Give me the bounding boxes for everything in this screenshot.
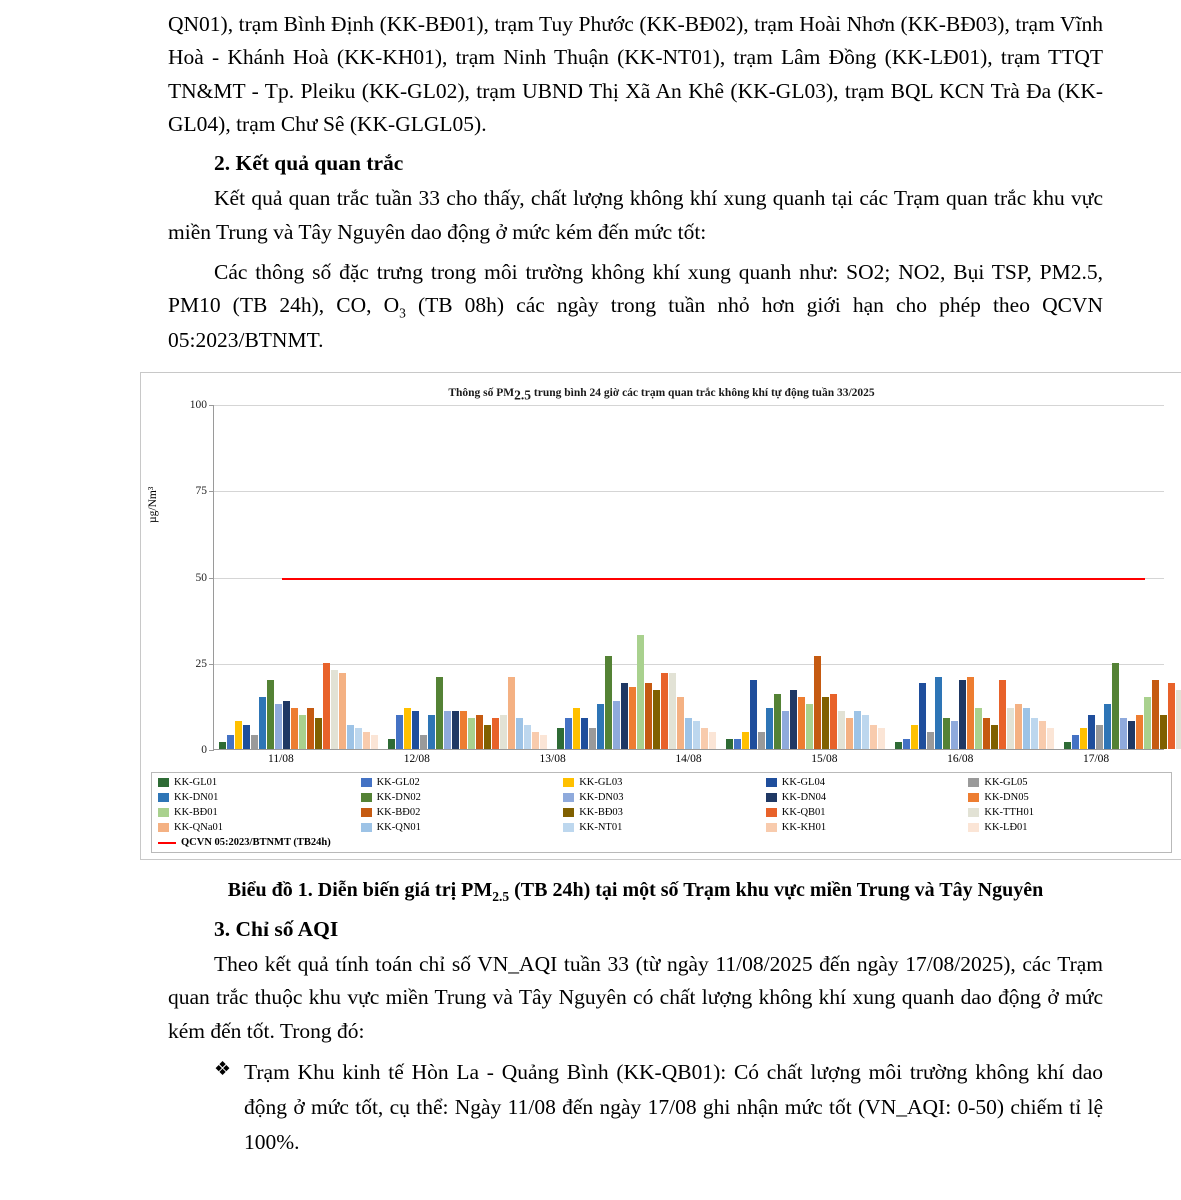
- heading-chi-so-aqi: 3. Chỉ số AQI: [214, 916, 339, 941]
- chart-bar: [959, 680, 966, 749]
- chart-bar: [677, 697, 684, 749]
- chart-x-axis: [213, 750, 1164, 770]
- chart-legend-label: KK-KH01: [781, 822, 827, 834]
- chart-bar: [1120, 718, 1127, 749]
- chart-bar: [315, 718, 322, 749]
- chart-y-tick-label: 100: [189, 399, 207, 412]
- chart-legend-item: [361, 822, 558, 833]
- chart-legend-label: KK-BĐ03: [579, 807, 623, 819]
- chart-bar: [782, 711, 789, 749]
- chart-y-tick-label: 50: [195, 571, 207, 584]
- chart-bar: [1064, 742, 1071, 749]
- chart-bar: [1168, 683, 1175, 749]
- chart-bar: [1047, 728, 1054, 749]
- chart-legend: [151, 772, 1172, 853]
- chart-bar: [935, 677, 942, 749]
- chart-legend-item: [968, 777, 1165, 788]
- paragraph-parameters-part1: Các thông số đặc trưng trong môi trường không khí xung quanh như: SO2; NO2, Bụi TSP, PM2.5, PM10 (TB 24h), CO, O: [168, 259, 1103, 318]
- chart-title-part2: trung bình 24 giờ các trạm quan trắc không khí tự động tuần 33/2025: [531, 386, 875, 399]
- chart-legend-swatch: [563, 823, 574, 832]
- chart-bar: [468, 718, 475, 749]
- chart-bar: [758, 732, 765, 749]
- chart-bar: [903, 739, 910, 749]
- chart-bar-groups: [214, 405, 1164, 749]
- chart-legend-label: KK-GL01: [174, 777, 218, 789]
- chart-legend-swatch: [361, 793, 372, 802]
- figure-caption-subscript: 2.5: [492, 889, 510, 905]
- chart-x-tick-label: 13/08: [539, 753, 566, 766]
- chart-bar: [774, 694, 781, 749]
- chart-legend-label: KK-QN01: [376, 822, 421, 834]
- chart-bar: [412, 711, 419, 749]
- chart-legend-item: [968, 822, 1165, 833]
- chart-x-tick-label: 12/08: [403, 753, 430, 766]
- chart-bar-group: [890, 405, 1059, 749]
- chart-x-tick-label: 16/08: [947, 753, 974, 766]
- chart-title: [151, 387, 1172, 403]
- chart-bar: [1080, 728, 1087, 749]
- chart-bar: [830, 694, 837, 749]
- chart-legend-label: KK-QNa01: [174, 822, 223, 834]
- chart-legend-swatch: [766, 793, 777, 802]
- chart-bar: [895, 742, 902, 749]
- chart-bar: [452, 711, 459, 749]
- chart-legend-swatch: [766, 778, 777, 787]
- chart-bar: [444, 711, 451, 749]
- chart-bar: [838, 711, 845, 749]
- chart-legend-swatch: [158, 793, 169, 802]
- chart-bar: [1152, 680, 1159, 749]
- chart-title-subscript: 2.5: [514, 387, 532, 403]
- chart-legend-label: KK-DN01: [174, 792, 219, 804]
- chart-bar: [323, 663, 330, 749]
- chart-legend-swatch: [563, 808, 574, 817]
- chart-bar: [798, 697, 805, 749]
- chart-legend-threshold-label: QCVN 05:2023/BTNMT (TB24h): [181, 837, 331, 849]
- paragraph-station-list: QN01), trạm Bình Định (KK-BĐ01), trạm Tuy Phước (KK-BĐ02), trạm Hoài Nhơn (KK-BĐ03), trạm Vĩnh Hoà - Khánh Hoà (KK-KH01), trạm Ninh Thuận (KK-NT01), trạm Lâm Đồng (KK-LĐ01), trạm TTQT TN&MT - Tp. Pleiku (KK-GL02), trạm UBND Thị Xã An Khê (KK-GL03), trạm BQL KCN Trà Đa (KK-GL04), trạm Chư Sê (KK-GLGL05).: [168, 12, 1103, 136]
- chart-legend-item: [766, 777, 963, 788]
- chart-bar: [524, 725, 531, 749]
- chart-bar: [1160, 715, 1167, 750]
- chart-legend-label: KK-NT01: [579, 822, 623, 834]
- chart-legend-swatch: [563, 778, 574, 787]
- chart-bar: [693, 721, 700, 749]
- chart-bar: [331, 670, 338, 749]
- chart-bar: [999, 680, 1006, 749]
- chart-bar: [983, 718, 990, 749]
- chart-legend-item: [766, 792, 963, 803]
- chart-legend-label: KK-GL05: [984, 777, 1028, 789]
- chart-bar: [854, 711, 861, 749]
- chart-bar: [975, 708, 982, 749]
- chart-legend-swatch: [968, 778, 979, 787]
- chart-bar: [645, 683, 652, 749]
- chart-bar: [653, 690, 660, 749]
- chart-legend-label: KK-TTH01: [984, 807, 1034, 819]
- chart-bar-group: [552, 405, 721, 749]
- chart-bar: [1023, 708, 1030, 749]
- chart-bar: [701, 728, 708, 749]
- paragraph-parameters: [168, 256, 1103, 358]
- chart-bar: [814, 656, 821, 749]
- chart-bar: [597, 704, 604, 749]
- chart-bar: [878, 728, 885, 749]
- chart-bar: [363, 732, 370, 749]
- chart-bar: [790, 690, 797, 749]
- chart-legend-swatch: [158, 778, 169, 787]
- chart-bar: [581, 718, 588, 749]
- chart-bar: [637, 635, 644, 749]
- chart-x-tick-label: 11/08: [268, 753, 294, 766]
- chart-legend-item: [158, 792, 355, 803]
- chart-bar: [339, 673, 346, 749]
- chart-bar: [951, 721, 958, 749]
- chart-bar: [991, 725, 998, 749]
- chart-bar: [870, 725, 877, 749]
- chart-bar: [669, 673, 676, 749]
- chart-legend-label: KK-GL02: [376, 777, 420, 789]
- chart-legend-item: [766, 807, 963, 818]
- chart-bar: [734, 739, 741, 749]
- chart-legend-label: KK-DN04: [781, 792, 827, 804]
- chart-legend-swatch: [158, 808, 169, 817]
- chart-bar: [742, 732, 749, 749]
- chart-legend-swatch: [968, 793, 979, 802]
- chart-bar: [307, 708, 314, 749]
- chart-legend-label: KK-LĐ01: [984, 822, 1028, 834]
- chart-bar: [1176, 690, 1181, 749]
- chart-bar: [500, 715, 507, 750]
- chart-bar: [251, 735, 258, 749]
- chart-y-axis-label: [147, 486, 159, 522]
- chart-bar: [621, 683, 628, 749]
- chart-bar: [355, 728, 362, 749]
- chart-legend-label: KK-BĐ01: [174, 807, 218, 819]
- chart-bar: [219, 742, 226, 749]
- chart-x-tick-label: 14/08: [675, 753, 702, 766]
- chart-bar: [259, 697, 266, 749]
- chart-bar: [1072, 735, 1079, 749]
- chart-bar: [243, 725, 250, 749]
- chart-bar-group: [721, 405, 890, 749]
- chart-bar: [806, 704, 813, 749]
- chart-bar: [516, 718, 523, 749]
- chart-legend-label: KK-BĐ02: [376, 807, 421, 819]
- chart-legend-swatch: [158, 823, 169, 832]
- chart-bar: [629, 687, 636, 749]
- chart-legend-item: [158, 822, 355, 833]
- paragraph-parameters-subscript: 3: [399, 305, 406, 321]
- chart-bar: [1015, 704, 1022, 749]
- chart-bar: [508, 677, 515, 749]
- chart-y-tick-label: 75: [195, 485, 207, 498]
- chart-bar: [540, 735, 547, 749]
- chart-legend-threshold-line: [158, 842, 176, 844]
- chart-bar: [283, 701, 290, 749]
- chart-bar: [436, 677, 443, 749]
- chart-bar: [766, 708, 773, 749]
- chart-bar: [492, 718, 499, 749]
- chart-x-tick-label: 15/08: [811, 753, 838, 766]
- bullet-item-text: Trạm Khu kinh tế Hòn La - Quảng Bình (KK-QB01): Có chất lượng môi trường không khí dao động ở mức tốt, cụ thể: Ngày 11/08 đến ngày 17/08 ghi nhận mức tốt (VN_AQI: 0-50) chiếm tỉ lệ 100%.: [244, 1059, 1103, 1154]
- chart-bar: [750, 680, 757, 749]
- bullet-marker-icon: ❖: [214, 1058, 232, 1080]
- chart-bar: [1007, 708, 1014, 749]
- paragraph-parameters-part2: (TB 08h) các ngày trong tuần nhỏ hơn giới hạn cho phép theo QCVN 05:2023/BTNMT.: [168, 293, 1103, 353]
- chart-legend-item: [968, 807, 1165, 818]
- chart-bar-group: [214, 405, 383, 749]
- chart-legend-item: [563, 792, 760, 803]
- chart-legend-item: [766, 822, 963, 833]
- chart-bar: [235, 721, 242, 749]
- chart-legend-label: KK-GL04: [781, 777, 825, 789]
- chart-bar: [347, 725, 354, 749]
- chart-legend-swatch: [563, 793, 574, 802]
- chart-legend-label: KK-DN03: [579, 792, 624, 804]
- chart-bar: [911, 725, 918, 749]
- chart-bar: [967, 677, 974, 749]
- chart-legend-item: [563, 822, 760, 833]
- chart-bar: [709, 732, 716, 749]
- chart-bar: [267, 680, 274, 749]
- chart-legend-label: KK-DN02: [376, 792, 421, 804]
- chart-bar: [371, 735, 378, 749]
- chart-bar: [299, 715, 306, 750]
- chart-bar-group: [383, 405, 552, 749]
- chart-bar: [685, 718, 692, 749]
- chart-legend-item-threshold: [158, 837, 355, 848]
- chart-bar: [1144, 697, 1151, 749]
- chart-legend-item: [158, 777, 355, 788]
- chart-bar: [1112, 663, 1119, 749]
- chart-legend-item: [563, 777, 760, 788]
- chart-bar: [557, 728, 564, 749]
- chart-bar: [589, 728, 596, 749]
- paragraph-aqi-summary: Theo kết quả tính toán chỉ số VN_AQI tuần 33 (từ ngày 11/08/2025 đến ngày 17/08/2025), các Trạm quan trắc thuộc khu vực miền Trung và Tây Nguyên có chất lượng không khí xung quanh dao động ở mức kém đến tốt. Trong đó:: [168, 951, 1103, 1043]
- chart-y-axis-label-text: µg/Nm³: [147, 486, 159, 523]
- chart-bar: [404, 708, 411, 749]
- chart-legend-item: [361, 807, 558, 818]
- chart-bar: [476, 715, 483, 750]
- chart-plot-area: [189, 399, 1164, 757]
- chart-legend-swatch: [968, 808, 979, 817]
- chart-bar: [822, 697, 829, 749]
- chart-legend-swatch: [766, 823, 777, 832]
- chart-legend-label: KK-DN05: [984, 792, 1029, 804]
- paragraph-result-summary: Kết quả quan trắc tuần 33 cho thấy, chất lượng không khí xung quanh tại các Trạm quan trắc khu vực miền Trung và Tây Nguyên dao động ở mức kém đến mức tốt:: [168, 186, 1103, 244]
- bullet-item: [168, 1055, 1103, 1159]
- chart-legend-swatch: [361, 778, 372, 787]
- chart-legend-label: KK-QB01: [781, 807, 826, 819]
- chart-legend-swatch: [361, 823, 372, 832]
- chart-bar: [460, 711, 467, 749]
- chart-bar: [927, 732, 934, 749]
- chart-legend-item: [968, 792, 1165, 803]
- chart-bar: [396, 715, 403, 750]
- chart-bar: [1031, 718, 1038, 749]
- chart-bar: [1104, 704, 1111, 749]
- chart-title-part1: Thông số PM: [448, 386, 515, 399]
- chart-bar-group: [1059, 405, 1181, 749]
- chart-bar: [428, 715, 435, 750]
- chart-bar: [661, 673, 668, 749]
- chart-y-tick-label: 0: [201, 744, 207, 757]
- chart-legend-item: [158, 807, 355, 818]
- figure-caption-part1: Biểu đồ 1. Diễn biến giá trị PM: [227, 879, 493, 902]
- chart-bar: [846, 718, 853, 749]
- chart-bar: [291, 708, 298, 749]
- chart-bar: [605, 656, 612, 749]
- chart-legend-swatch: [766, 808, 777, 817]
- chart-bar: [1136, 715, 1143, 750]
- chart-bar: [532, 732, 539, 749]
- chart-bar: [1096, 725, 1103, 749]
- chart-bar: [420, 735, 427, 749]
- chart-y-tick-label: 25: [195, 657, 207, 670]
- chart-bar: [565, 718, 572, 749]
- chart-bar: [484, 725, 491, 749]
- chart-bar: [227, 735, 234, 749]
- chart-bar: [919, 683, 926, 749]
- chart-bar: [573, 708, 580, 749]
- chart-bar: [862, 715, 869, 750]
- chart-bar: [613, 701, 620, 749]
- chart-bar: [726, 739, 733, 749]
- heading-ket-qua-quan-trac: 2. Kết quả quan trắc: [214, 151, 404, 176]
- figure-caption: [168, 876, 1103, 907]
- chart-bar: [275, 704, 282, 749]
- chart-container: [140, 372, 1181, 860]
- chart-legend-item: [563, 807, 760, 818]
- chart-bar: [943, 718, 950, 749]
- chart-legend-item: [361, 777, 558, 788]
- chart-legend-label: KK-GL03: [579, 777, 623, 789]
- chart-bar: [1128, 721, 1135, 749]
- chart-legend-swatch: [361, 808, 372, 817]
- chart-bar: [388, 739, 395, 749]
- chart-bar: [1088, 715, 1095, 750]
- chart-legend-item: [361, 792, 558, 803]
- chart-x-tick-label: 17/08: [1082, 753, 1110, 766]
- chart-legend-swatch: [968, 823, 979, 832]
- figure-caption-part2: (TB 24h) tại một số Trạm khu vực miền Trung và Tây Nguyên: [509, 879, 1044, 902]
- chart-bar: [1039, 721, 1046, 749]
